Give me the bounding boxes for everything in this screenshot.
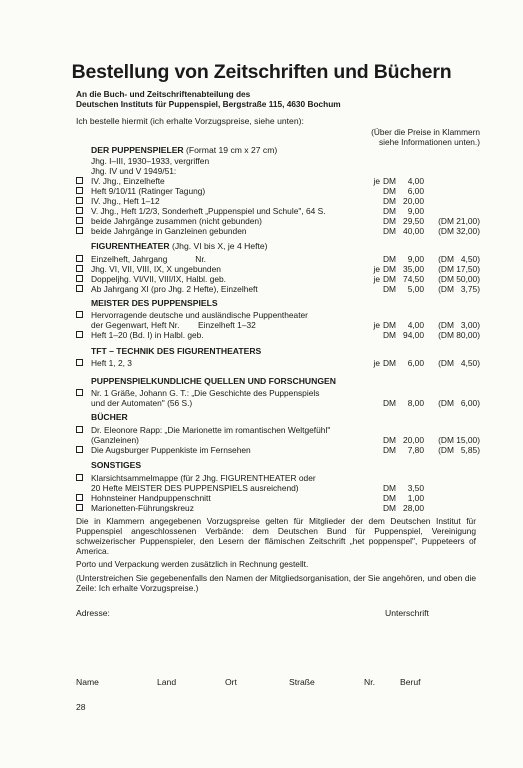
info-text: Jhg. I–III, 1930–1933, vergriffen	[91, 156, 210, 166]
order-item-continued	[76, 320, 480, 330]
price: 6,00	[407, 358, 424, 368]
section-heading-buecher	[91, 412, 128, 422]
member-price: (DM 21,00)	[438, 216, 480, 226]
item-text: Einzelheft, Jahrgang Nr.	[91, 254, 206, 264]
price: 94,00	[403, 330, 424, 340]
item-text: Nr. 1 Gräße, Johann G. T.: „Die Geschichte des Puppenspiels	[91, 388, 320, 398]
item-text: IV. Jhg., Heft 1–12	[91, 196, 160, 206]
price: 29,50	[403, 216, 424, 226]
item-text: Klarsichtsammelmappe (für 2 Jhg. FIGURENTHEATER oder	[91, 473, 316, 483]
order-item	[76, 216, 480, 226]
price: 3,50	[407, 483, 424, 493]
address-line: An die Buch- und Zeitschriftenabteilung des	[76, 89, 251, 99]
order-item	[76, 254, 480, 264]
order-item-continued	[76, 483, 476, 493]
recipient-address	[76, 89, 341, 109]
order-item	[76, 445, 480, 455]
page-title: Bestellung von Zeitschriften und Büchern	[71, 61, 452, 83]
order-checkbox[interactable]	[76, 217, 83, 224]
item-text: Heft 9/10/11 (Ratinger Tagung)	[91, 186, 206, 196]
price-prefix: je	[373, 176, 380, 186]
order-checkbox[interactable]	[76, 474, 83, 481]
price-currency: DM	[383, 226, 397, 236]
order-item	[76, 425, 476, 435]
intro-text: Ich bestelle hiermit (ich erhalte Vorzugspreise, siehe unten):	[76, 116, 304, 126]
section-heading-quellen	[91, 376, 336, 386]
item-text: der Gegenwart, Heft Nr. Einzelheft 1–32	[91, 320, 256, 330]
order-item	[76, 473, 476, 483]
price: 1,00	[407, 493, 424, 503]
page-number: 28	[76, 702, 86, 712]
section-heading-puppenspieler	[91, 145, 277, 155]
item-text: und der Automaten" (56 S.)	[91, 398, 193, 408]
heading-text: MEISTER DES PUPPENSPIELS	[91, 298, 218, 308]
order-checkbox[interactable]	[76, 359, 83, 366]
order-checkbox[interactable]	[76, 187, 83, 194]
member-price: (DM 4,50)	[438, 358, 480, 368]
name-label: Name	[76, 677, 99, 687]
order-checkbox[interactable]	[76, 311, 83, 318]
price-prefix: je	[373, 358, 380, 368]
price-prefix: je	[373, 320, 380, 330]
order-item	[76, 284, 480, 294]
strasse-label: Straße	[289, 677, 315, 687]
price: 4,00	[407, 176, 424, 186]
price-currency: DM	[383, 493, 397, 503]
price-currency: DM	[383, 186, 397, 196]
info-paragraph: Porto und Verpackung werden zusätzlich in Rechnung gestellt.	[76, 559, 309, 569]
item-text: (Ganzleinen)	[91, 435, 139, 445]
order-item	[76, 310, 476, 320]
price: 20,00	[403, 435, 424, 445]
item-text: Hohnsteiner Handpuppenschnitt	[91, 493, 211, 503]
price-currency: DM	[383, 483, 397, 493]
item-text: Heft 1, 2, 3	[91, 358, 132, 368]
nr-label: Nr.	[364, 677, 375, 687]
order-checkbox[interactable]	[76, 285, 83, 292]
address-line: Deutschen Instituts für Puppenspiel, Bergstraße 115, 4630 Bochum	[76, 99, 341, 109]
price: 20,00	[403, 196, 424, 206]
order-checkbox[interactable]	[76, 426, 83, 433]
order-checkbox[interactable]	[76, 207, 83, 214]
order-item	[76, 493, 476, 503]
item-text: beide Jahrgänge in Ganzleinen gebunden	[91, 226, 247, 236]
order-item	[76, 226, 480, 236]
heading-detail: (Jhg. VI bis X, je 4 Hefte)	[169, 241, 268, 251]
price-currency: DM	[383, 254, 397, 264]
order-item	[76, 274, 480, 284]
item-text: Jhg. VI, VII, VIII, IX, X ungebunden	[91, 264, 221, 274]
price: 28,00	[403, 503, 424, 513]
order-checkbox[interactable]	[76, 265, 83, 272]
order-item	[76, 206, 476, 216]
info-line	[76, 156, 476, 166]
member-price: (DM 5,85)	[438, 445, 480, 455]
item-text: Doppeljhg. VI/VII, VIII/IX, Halbl. geb.	[91, 274, 227, 284]
order-checkbox[interactable]	[76, 494, 83, 501]
member-price: (DM 3,75)	[438, 284, 480, 294]
price-currency: DM	[383, 358, 397, 368]
order-item	[76, 196, 476, 206]
info-text: Jhg. IV und V 1949/51:	[91, 166, 177, 176]
order-item	[76, 358, 480, 368]
price: 9,00	[407, 254, 424, 264]
price-prefix: je	[373, 274, 380, 284]
price-currency: DM	[383, 503, 397, 513]
heading-text: SONSTIGES	[91, 460, 142, 470]
heading-text: FIGURENTHEATER	[91, 241, 170, 251]
unterschrift-label: Unterschrift	[385, 608, 429, 618]
order-checkbox[interactable]	[76, 389, 83, 396]
price: 74,50	[403, 274, 424, 284]
order-item	[76, 186, 476, 196]
price-currency: DM	[383, 176, 397, 186]
price-prefix: je	[373, 264, 380, 274]
price: 7,80	[407, 445, 424, 455]
land-label: Land	[157, 677, 177, 687]
price: 9,00	[407, 206, 424, 216]
order-checkbox[interactable]	[76, 227, 83, 234]
price: 4,00	[407, 320, 424, 330]
order-checkbox[interactable]	[76, 504, 83, 511]
price-currency: DM	[383, 330, 397, 340]
item-text: 20 Hefte MEISTER DES PUPPENSPIELS ausreichend)	[91, 483, 299, 493]
heading-text: BÜCHER	[91, 412, 128, 422]
member-price: (DM 15,00)	[438, 435, 480, 445]
order-item	[76, 388, 476, 398]
order-checkbox[interactable]	[76, 446, 83, 453]
item-text: Ab Jahrgang XI (pro Jhg. 2 Hefte), Einzelheft	[91, 284, 258, 294]
item-text: IV. Jhg., Einzelhefte	[91, 176, 165, 186]
order-checkbox[interactable]	[76, 275, 83, 282]
order-item	[76, 330, 480, 340]
heading-text: PUPPENSPIELKUNDLICHE QUELLEN UND FORSCHUNGEN	[91, 376, 336, 386]
section-heading-tft	[91, 346, 261, 356]
price: 40,00	[403, 226, 424, 236]
price: 6,00	[407, 186, 424, 196]
order-checkbox[interactable]	[76, 331, 83, 338]
price-currency: DM	[383, 320, 397, 330]
price-currency: DM	[383, 398, 397, 408]
member-price: (DM 6,00)	[438, 398, 480, 408]
item-text: V. Jhg., Heft 1/2/3, Sonderheft „Puppenspiel und Schule", 64 S.	[91, 206, 326, 216]
adresse-label: Adresse:	[76, 608, 110, 618]
order-item-continued	[76, 435, 480, 445]
order-checkbox[interactable]	[76, 177, 83, 184]
price-currency: DM	[383, 206, 397, 216]
member-price: (DM 17,50)	[438, 264, 480, 274]
heading-text: TFT – TECHNIK DES FIGURENTHEATERS	[91, 346, 262, 356]
price-note-line: siehe Informationen unten.)	[378, 137, 480, 147]
heading-detail: (Format 19 cm x 27 cm)	[183, 145, 278, 155]
info-paragraph: (Unterstreichen Sie gegebenenfalls den Namen der Mitgliedsorganisation, der Sie angehören, und oben die Zeile: Ich erhalte Vorzugspreise.)	[76, 573, 476, 593]
price-currency: DM	[383, 435, 397, 445]
info-paragraph: Die in Klammern angegebenen Vorzugspreise gelten für Mitglieder der dem Deutschen Institut für Puppenspiel angeschlossenen Verbände: dem Deutschen Bund für Puppenspiel, Vereinigung schweizerischer Puppenspieler, den Lesern der flämischen Zeitschrift „het poppenspel", Puppeteers of America.	[76, 516, 476, 556]
price-currency: DM	[383, 284, 397, 294]
item-text: beide Jahrgänge zusammen (nicht gebunden)	[91, 216, 262, 226]
info-line	[76, 166, 476, 176]
item-text: Heft 1–20 (Bd. I) in Halbl. geb.	[91, 330, 204, 340]
price-currency: DM	[383, 216, 397, 226]
price: 35,00	[403, 264, 424, 274]
price-currency: DM	[383, 445, 397, 455]
order-item	[76, 503, 476, 513]
member-price: (DM 80,00)	[438, 330, 480, 340]
member-price: (DM 3,00)	[438, 320, 480, 330]
price-currency: DM	[383, 196, 397, 206]
price: 5,00	[407, 284, 424, 294]
price-note-line: (Über die Preise in Klammern	[371, 127, 480, 137]
member-price: (DM 32,00)	[438, 226, 480, 236]
heading-text: DER PUPPENSPIELER	[91, 145, 184, 155]
price-currency: DM	[383, 264, 397, 274]
item-text: Die Augsburger Puppenkiste im Fernsehen	[91, 445, 251, 455]
section-heading-figurentheater	[91, 241, 268, 251]
section-heading-meister	[91, 298, 218, 308]
price: 8,00	[407, 398, 424, 408]
order-item-continued	[76, 398, 480, 408]
item-text: Dr. Eleonore Rapp: „Die Marionette im romantischen Weltgefühl"	[91, 425, 331, 435]
order-item	[76, 264, 480, 274]
beruf-label: Beruf	[400, 677, 421, 687]
ort-label: Ort	[225, 677, 237, 687]
item-text: Hervorragende deutsche und ausländische Puppentheater	[91, 310, 308, 320]
section-heading-sonstiges	[91, 460, 141, 470]
item-text: Marionetten-Führungskreuz	[91, 503, 194, 513]
order-item	[76, 176, 476, 186]
price-currency: DM	[383, 274, 397, 284]
member-price: (DM 50,00)	[438, 274, 480, 284]
order-checkbox[interactable]	[76, 197, 83, 204]
order-checkbox[interactable]	[76, 255, 83, 262]
price-note	[340, 127, 480, 147]
member-price: (DM 4,50)	[438, 254, 480, 264]
